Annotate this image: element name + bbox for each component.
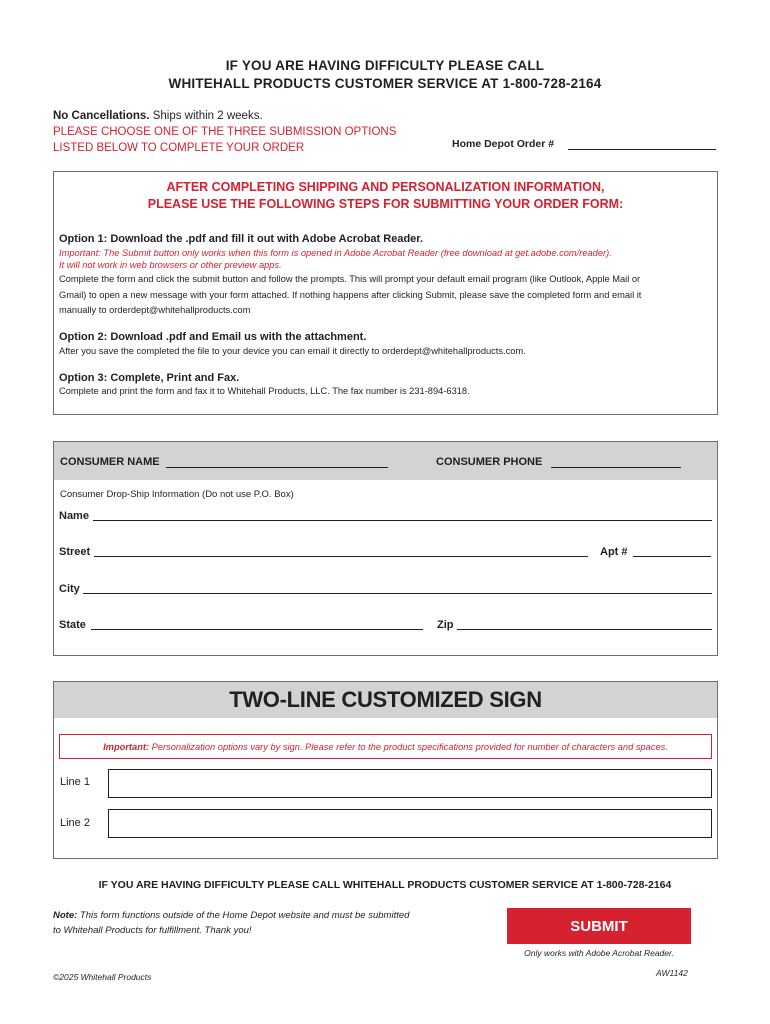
sign-title: TWO-LINE CUSTOMIZED SIGN: [229, 687, 542, 712]
customized-sign-box: [53, 681, 718, 859]
note-label: Note:: [53, 910, 78, 921]
consumer-phone-field[interactable]: [551, 467, 681, 468]
instructions-heading-2: PLEASE USE THE FOLLOWING STEPS FOR SUBMITTING YOUR ORDER FORM:: [147, 197, 624, 211]
line-1-label: Line 1: [60, 776, 90, 788]
name-field[interactable]: [93, 520, 712, 521]
instructions-box: [53, 171, 718, 415]
consumer-phone-label: CONSUMER PHONE: [436, 456, 543, 468]
state-field[interactable]: [91, 629, 423, 630]
line-1-input[interactable]: [108, 769, 712, 798]
state-label: State: [59, 619, 86, 631]
option-1-text-1: Complete the form and click the submit button and follow the prompts. This will prompt your default email program (like Outlook, Apple Mail or: [59, 274, 641, 284]
sign-important-label: Important:: [103, 741, 150, 752]
copyright: ©2025 Whitehall Products: [53, 972, 152, 982]
zip-field[interactable]: [457, 629, 712, 630]
ships-within-text: Ships within 2 weeks.: [149, 110, 263, 122]
consumer-name-label: CONSUMER NAME: [60, 456, 160, 468]
city-field[interactable]: [83, 593, 712, 594]
sign-important-text: Personalization options vary by sign. Please refer to the product specifications provided for number of characters and spaces.: [149, 741, 668, 752]
form-code: AW1142: [656, 968, 688, 978]
street-label: Street: [59, 546, 91, 558]
apt-field[interactable]: [633, 556, 711, 557]
submission-options-line-2: LISTED BELOW TO COMPLETE YOUR ORDER: [53, 142, 305, 154]
instructions-heading-1: AFTER COMPLETING SHIPPING AND PERSONALIZATION INFORMATION,: [166, 180, 605, 194]
header-line-1: IF YOU ARE HAVING DIFFICULTY PLEASE CALL: [225, 58, 545, 73]
street-field[interactable]: [94, 556, 588, 557]
city-label: City: [59, 583, 80, 595]
option-1-text-3: manually to orderdept@whitehallproducts.com: [59, 305, 251, 315]
option-1-text-2: Gmail) to open a new message with your form attached. If nothing happens after clicking Submit, please save the completed form and email it: [59, 290, 642, 300]
footer-call: IF YOU ARE HAVING DIFFICULTY PLEASE CALL WHITEHALL PRODUCTS CUSTOMER SERVICE AT 1-800-728-2164: [98, 879, 672, 891]
footer-note-line-2: to Whitehall Products for fulfillment. Thank you!: [53, 925, 252, 936]
home-depot-order-label: Home Depot Order #: [452, 138, 555, 150]
name-label: Name: [59, 510, 89, 522]
option-2-title: Option 2: Download .pdf and Email us with the attachment.: [59, 331, 367, 343]
home-depot-order-field[interactable]: [568, 149, 716, 150]
line-2-input[interactable]: [108, 809, 712, 838]
zip-label: Zip: [437, 619, 454, 631]
line-2-label: Line 2: [60, 817, 90, 829]
submit-note: Only works with Adobe Acrobat Reader.: [524, 948, 674, 958]
cancellation-notice: [53, 110, 263, 122]
submit-button[interactable]: SUBMIT: [507, 908, 691, 944]
footer-note-line-1: [53, 910, 409, 921]
submission-options-line-1: PLEASE CHOOSE ONE OF THE THREE SUBMISSION OPTIONS: [53, 126, 397, 138]
sign-important-notice: [59, 734, 712, 759]
apt-label: Apt #: [600, 546, 628, 558]
note-text-1: This form functions outside of the Home Depot website and must be submitted: [77, 910, 410, 921]
no-cancellations-text: No Cancellations.: [53, 110, 150, 122]
option-1-important-2: It will not work in web browsers or other preview apps.: [59, 260, 282, 270]
option-1-title: Option 1: Download the .pdf and fill it out with Adobe Acrobat Reader.: [59, 233, 424, 245]
option-2-text: After you save the completed the file to your device you can email it directly to orderdept@whitehallproducts.com.: [59, 346, 526, 356]
header-line-2: WHITEHALL PRODUCTS CUSTOMER SERVICE AT 1-800-728-2164: [168, 76, 602, 91]
option-3-title: Option 3: Complete, Print and Fax.: [59, 372, 240, 384]
dropship-note: Consumer Drop-Ship Information (Do not use P.O. Box): [60, 489, 294, 500]
consumer-name-field[interactable]: [166, 467, 388, 468]
consumer-info-box: [53, 441, 718, 656]
option-1-important-1: Important: The Submit button only works when this form is opened in Adobe Acrobat Reader (free download at get.adobe.com/reader).: [59, 248, 612, 258]
option-3-text: Complete and print the form and fax it to Whitehall Products, LLC. The fax number is 231-894-6318.: [59, 386, 470, 396]
